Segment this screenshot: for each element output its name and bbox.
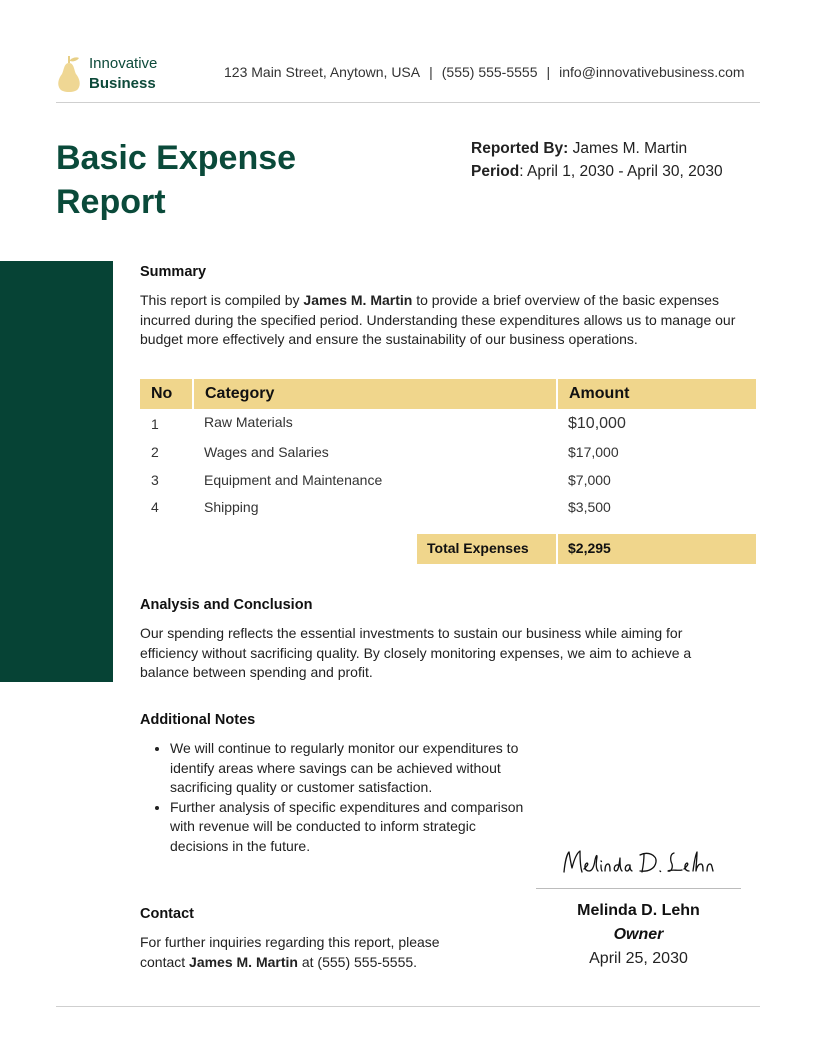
period-label: Period: [471, 163, 520, 180]
notes-heading: Additional Notes: [140, 712, 256, 728]
contact-name: James M. Martin: [189, 953, 298, 970]
summary-text: [140, 291, 758, 350]
signature-line: [536, 888, 741, 889]
signer-name: Melinda D. Lehn: [577, 902, 700, 919]
total-label: Total Expenses: [417, 534, 556, 564]
signer-role: Owner: [613, 926, 664, 943]
report-meta: [471, 137, 723, 183]
reported-by-value: James M. Martin: [568, 140, 688, 157]
table-row-amount: $10,000: [568, 415, 626, 432]
decorative-band: [0, 261, 113, 682]
brand-name-line1: Innovative: [89, 55, 158, 72]
table-row-category: Shipping: [204, 499, 259, 515]
header-phone: (555) 555-5555: [441, 64, 538, 80]
period-row: [471, 160, 723, 183]
summary-heading: Summary: [140, 264, 207, 280]
contact-text: For further inquiries regarding this report, please contact James M. Martin at (555) 555-5555.: [140, 934, 440, 970]
table-row-no: 1: [151, 416, 159, 432]
table-row-amount: $3,500: [568, 499, 611, 515]
header-divider: [56, 102, 760, 103]
table-row-category: Equipment and Maintenance: [204, 472, 383, 488]
summary-text-start: This report is compiled by: [140, 292, 304, 308]
reported-by-row: [471, 137, 723, 160]
column-header-category: Category: [194, 379, 556, 409]
contact-heading: Contact: [140, 906, 194, 922]
summary-author: James M. Martin: [303, 292, 413, 308]
analysis-heading: Analysis and Conclusion: [140, 597, 313, 613]
table-row-no: 3: [151, 472, 159, 488]
footer-divider: [56, 1006, 760, 1007]
reported-by-label: Reported By:: [471, 140, 569, 157]
header-email[interactable]: info@innovativebusiness.com: [559, 64, 745, 80]
list-item: • We will continue to regularly monitor our expenditures to identify areas where savings can be achieved without sacrificing quality or customer satisfaction.: [170, 739, 530, 798]
pear-icon: [56, 54, 82, 94]
column-header-no: No: [140, 379, 192, 409]
page-title: Basic Expense Report: [56, 139, 297, 221]
notes-list: [140, 739, 530, 856]
table-row-no: 2: [151, 444, 159, 460]
table-row-category: Raw Materials: [204, 414, 293, 430]
header-address: 123 Main Street, Anytown, USA: [224, 64, 421, 80]
table-row-amount: $7,000: [568, 472, 611, 488]
column-header-amount: Amount: [558, 379, 756, 409]
separator: |: [429, 64, 433, 80]
brand-name-line2: Business: [89, 75, 156, 92]
period-value: : April 1, 2030 - April 30, 2030: [519, 163, 723, 180]
table-row-category: Wages and Salaries: [204, 444, 329, 460]
list-item: • Further analysis of specific expenditures and comparison with revenue will be conducted to inform strategic decisions in the future.: [170, 798, 530, 857]
signature-date: April 25, 2030: [589, 950, 688, 967]
total-value: $2,295: [558, 534, 756, 564]
header-contact-info: [224, 64, 745, 80]
analysis-text: Our spending reflects the essential investments to sustain our business while aiming for efficiency without sacrificing quality. By closely monitoring expenses, we aim to achieve a balance between spending and profit.: [140, 625, 692, 681]
separator: |: [546, 64, 551, 80]
table-row-no: 4: [151, 499, 159, 515]
table-row-amount: $17,000: [568, 444, 619, 460]
summary-text-end: to provide a brief overview of the basic expenses incurred during the specified period. Understanding these expenditures allows us to manage our budget more effectively and ensure the sustainability of our business operations.: [140, 292, 736, 348]
handwritten-signature: [556, 840, 726, 884]
